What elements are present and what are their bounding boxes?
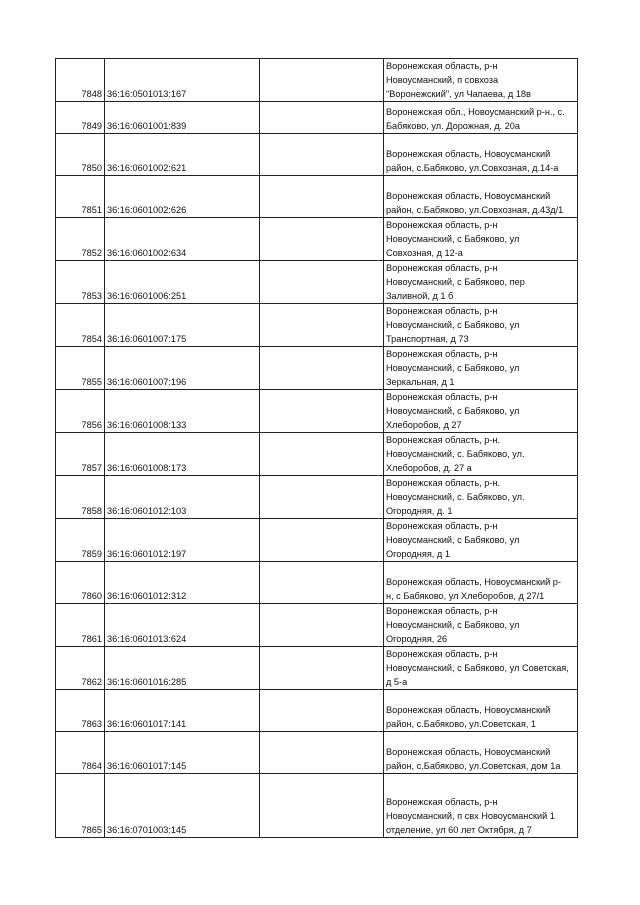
table-row [56,347,578,390]
cadastral-number-cell: 36:16:0601012:312 [105,562,260,604]
empty-cell [260,647,384,690]
empty-cell [260,347,384,390]
table-row [56,390,578,433]
address-line: Новоусманский, п совхоза [386,75,499,85]
address-line: Транспортная, д 73 [386,334,469,344]
address-line: Воронежская область, Новоусманский р- [386,577,561,587]
address-line: Воронежская область, р-н [386,61,498,71]
empty-cell [260,774,384,838]
cadastral-number-cell: 36:16:0601012:103 [105,476,260,519]
cadastral-number-cell: 36:16:0601012:197 [105,519,260,562]
cadastral-number-cell: 36:16:0701003:145 [105,774,260,838]
address-line: Новоусманский, с Бабяково, ул [386,620,520,630]
address-line: Воронежская область, Новоусманский [386,149,551,159]
empty-cell [260,562,384,604]
address-line: Воронежская область, р-н [386,220,498,230]
address-line: Огородняя, 26 [386,634,448,644]
address-line: "Воронежский", ул Чапаева, д 18в [386,89,531,99]
row-number-cell: 7860 [56,562,105,604]
address-cell [384,347,578,390]
address-line: Новоусманский, с. Бабяково, ул. [386,449,525,459]
cadastral-number-cell: 36:16:0601013:624 [105,604,260,647]
address-line: Новоусманский, с Бабяково, ул Советская, [386,663,569,673]
empty-cell [260,519,384,562]
address-line: Новоусманский, с Бабяково, ул [386,234,520,244]
row-number-cell: 7848 [56,59,105,102]
table-row [56,261,578,304]
address-line: Воронежская область, Новоусманский [386,747,551,757]
address-line: Хлеборобов, д. 27 а [386,463,472,473]
empty-cell [260,433,384,476]
table-row [56,134,578,176]
cadastral-number-cell: 36:16:0601017:145 [105,732,260,774]
table-row [56,732,578,774]
address-line: Новоусманский, с Бабяково, ул [386,363,520,373]
address-line: Новоусманский, с Бабяково, ул [386,535,520,545]
address-cell [384,519,578,562]
table-row [56,774,578,838]
row-number-cell: 7856 [56,390,105,433]
table-row [56,176,578,218]
empty-cell [260,59,384,102]
row-number-cell: 7853 [56,261,105,304]
cadastral-number-cell: 36:16:0601007:175 [105,304,260,347]
row-number-cell: 7865 [56,774,105,838]
row-number-cell: 7854 [56,304,105,347]
row-number-cell: 7863 [56,690,105,732]
address-line: район, с.Бабяково, ул.Советская, 1 [386,719,537,729]
address-line: Заливной, д 1 б [386,291,454,301]
address-line: Воронежская область, р-н [386,649,498,659]
address-line: район, с.Бабяково, ул.Совхозная, д.43д/1 [386,205,564,215]
address-line: Воронежская область, р-н [386,306,498,316]
cadastral-number-cell: 36:16:0601007:196 [105,347,260,390]
address-line: Хлеборобов, д 27 [386,420,462,430]
row-number-cell: 7850 [56,134,105,176]
table-row [56,304,578,347]
address-line: Огородняя, д. 1 [386,506,453,516]
table-row [56,562,578,604]
address-line: д 5-а [386,677,408,687]
cadastral-number-cell: 36:16:0601002:621 [105,134,260,176]
row-number-cell: 7858 [56,476,105,519]
row-number-cell: 7849 [56,102,105,134]
table-row [56,604,578,647]
address-cell [384,261,578,304]
address-cell [384,59,578,102]
empty-cell [260,218,384,261]
row-number-cell: 7862 [56,647,105,690]
row-number-cell: 7851 [56,176,105,218]
row-number-cell: 7857 [56,433,105,476]
address-cell [384,390,578,433]
table-row [56,218,578,261]
address-line: Зеркальная, д 1 [386,377,455,387]
address-line: Воронежская область, р-н [386,521,498,531]
address-cell [384,134,578,176]
table-row [56,59,578,102]
address-line: Новоусманский, с Бабяково, пер [386,277,525,287]
address-cell [384,732,578,774]
row-number-cell: 7852 [56,218,105,261]
empty-cell [260,134,384,176]
address-cell [384,176,578,218]
address-cell [384,304,578,347]
address-line: Огородняя, д 1 [386,549,450,559]
row-number-cell: 7859 [56,519,105,562]
address-line: Воронежская область, р-н [386,263,498,273]
address-cell [384,774,578,838]
address-cell [384,604,578,647]
empty-cell [260,261,384,304]
row-number-cell: 7864 [56,732,105,774]
address-line: н, с Бабяково, ул Хлеборобов, д 27/1 [386,591,545,601]
address-line: Новоусманский, с Бабяково, ул [386,320,520,330]
cadastral-number-cell: 36:16:0601008:173 [105,433,260,476]
table-row [56,433,578,476]
row-number-cell: 7855 [56,347,105,390]
address-line: Воронежская область, р-н [386,392,498,402]
cadastral-number-cell: 36:16:0601017:141 [105,690,260,732]
address-line: Воронежская область, р-н. [386,435,501,445]
empty-cell [260,732,384,774]
address-cell [384,433,578,476]
table-row [56,690,578,732]
address-line: Воронежская область, Новоусманский [386,191,551,201]
address-line: Бабяково, ул. Дорожная, д. 20а [386,121,521,131]
address-cell [384,102,578,134]
address-cell [384,562,578,604]
empty-cell [260,476,384,519]
cadastral-number-cell: 36:16:0501013:167 [105,59,260,102]
table-row [56,647,578,690]
row-number-cell: 7861 [56,604,105,647]
address-line: отделение, ул 60 лет Октября, д 7 [386,825,532,835]
address-cell [384,690,578,732]
empty-cell [260,304,384,347]
cadastral-number-cell: 36:16:0601016:285 [105,647,260,690]
table-row [56,476,578,519]
address-line: Воронежская область, р-н. [386,478,501,488]
address-line: Новоусманский, с Бабяково, ул [386,406,520,416]
address-cell [384,476,578,519]
cadastral-number-cell: 36:16:0601001:839 [105,102,260,134]
cadastral-number-cell: 36:16:0601002:634 [105,218,260,261]
address-line: район, с.Бабяково, ул.Совхозная, д.14-а [386,163,559,173]
empty-cell [260,390,384,433]
address-line: Воронежская обл., Новоусманский р-н., с. [386,107,565,117]
address-line: Совхозная, д 12-а [386,248,463,258]
address-line: Воронежская область, р-н [386,349,498,359]
cadastral-number-cell: 36:16:0601002:626 [105,176,260,218]
address-line: Воронежская область, р-н [386,797,498,807]
empty-cell [260,690,384,732]
table-row [56,102,578,134]
address-line: район, с.Бабяково, ул.Советская, дом 1а [386,761,561,771]
address-cell [384,647,578,690]
address-line: Новоусманский, п свх Новоусманский 1 [386,811,555,821]
address-line: Новоусманский, с. Бабяково, ул. [386,492,525,502]
property-table [55,58,578,838]
cadastral-number-cell: 36:16:0601006:251 [105,261,260,304]
table-row [56,519,578,562]
empty-cell [260,604,384,647]
empty-cell [260,102,384,134]
address-cell [384,218,578,261]
address-line: Воронежская область, Новоусманский [386,705,551,715]
address-line: Воронежская область, р-н [386,606,498,616]
cadastral-number-cell: 36:16:0601008:133 [105,390,260,433]
empty-cell [260,176,384,218]
property-table-body [56,59,578,838]
